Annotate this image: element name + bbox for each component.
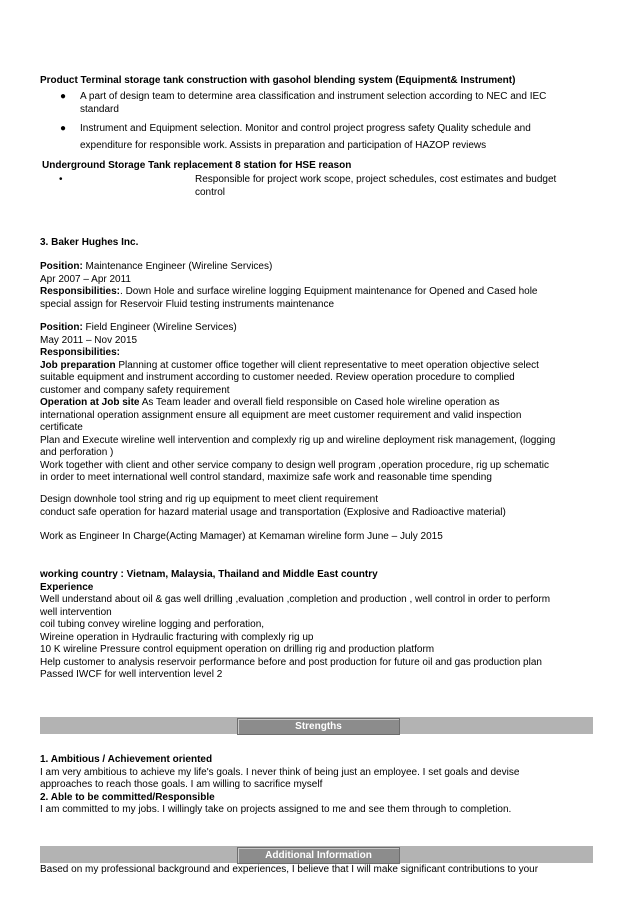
working-block (40, 569, 600, 682)
text-line (40, 397, 600, 410)
text-line: special assign for Reservoir Fluid testing instruments maintenance (40, 298, 335, 310)
project-title: Product Terminal storage tank construction with gasohol blending system (Equipment& Instrument) (40, 75, 516, 86)
role-block (40, 261, 600, 311)
position-line (40, 322, 600, 335)
bullet-icon: • (59, 174, 63, 185)
text-line: Design downhole tool string and rig up equipment to meet client requirement (40, 494, 378, 505)
text-line: Passed IWCF for well intervention level 2 (40, 669, 223, 680)
text-line: Wireine operation in Hydraulic fracturing with complexly rig up (40, 631, 314, 643)
company-heading: 3. Baker Hughes Inc. (40, 237, 139, 248)
job-site-label: Operation at Job site (40, 397, 140, 408)
project-title: Underground Storage Tank replacement 8 station for HSE reason (42, 160, 352, 171)
position-title: Maintenance Engineer (Wireline Services) (82, 261, 273, 272)
resp-label: Responsibilities: (40, 347, 121, 358)
text-line: in order to meet international well control standard, maximize safe work and reasonable time spending (40, 472, 492, 483)
text-line: I am committed to my jobs. I willingly take on projects assigned to me and see them through to completion. (40, 804, 512, 815)
text-line: As Team leader and overall field responsible on Cased hole wireline operation as (139, 397, 500, 408)
role-block (40, 322, 600, 485)
bullet-icon: ● (60, 123, 67, 134)
text-line: Planning at customer office together will client representative to meet operation objective select (115, 359, 539, 371)
list-item (59, 174, 602, 199)
text-line: Well understand about oil & gas well drilling ,evaluation ,completion and production , well control in order to perform (40, 594, 551, 605)
position-title: Field Engineer (Wireline Services) (82, 322, 237, 333)
text-line: Help customer to analysis reservoir performance before and post production for future oil and gas production plan (40, 656, 542, 668)
list-item (62, 91, 602, 116)
text-line: A part of design team to determine area classification and instrument selection according to NEC and IEC (80, 91, 547, 102)
text-line: control (195, 186, 226, 198)
text-line: and perforation ) (40, 447, 114, 458)
resp-label: Responsibilities: (40, 286, 121, 297)
section-bar-strengths (40, 717, 593, 734)
text-line: Work together with client and other service company to design well program ,operation procedure, rig up schematic (40, 459, 549, 471)
strength-title: 2. Able to be committed/Responsible (40, 791, 215, 803)
paragraph (40, 494, 600, 519)
text-line: well intervention (40, 606, 112, 618)
position-line (40, 261, 600, 274)
section-title: Strengths (237, 718, 400, 735)
text-line: Work as Engineer In Charge(Acting Mamager) at Kemaman wireline form June – July 2015 (40, 531, 443, 542)
text-line: I am very ambitious to achieve my life's goals. I never think of being just an employee. I set goals and devise (40, 766, 520, 778)
text-line: suitable equipment and instrument according to customer needed. Review operation procedure to complied (40, 372, 515, 383)
date-range: Apr 2007 – Apr 2011 (40, 273, 131, 285)
text-line: Based on my professional background and experiences, I believe that I will make significant contributions to your (40, 864, 539, 875)
text-line: coil tubing convey wireline logging and perforation, (40, 619, 265, 630)
experience-label: Experience (40, 581, 94, 593)
section-bar-additional (40, 846, 593, 863)
working-heading: working country : Vietnam, Malaysia, Thailand and Middle East country (40, 569, 378, 580)
text-line: expenditure for responsible work. Assists in preparation and participation of HAZOP reviews (80, 140, 487, 151)
strength-title: 1. Ambitious / Achievement oriented (40, 754, 213, 765)
position-label: Position: (40, 261, 83, 272)
text-line: customer and company safety requirement (40, 384, 230, 396)
text-line: Responsible for project work scope, project schedules, cost estimates and budget (195, 174, 557, 185)
job-prep-label: Job preparation (40, 359, 116, 371)
bullet-icon: ● (60, 91, 67, 102)
list-item-text (80, 120, 602, 154)
text-line: Instrument and Equipment selection. Monitor and control project progress safety Quality schedule and (80, 123, 531, 134)
strengths-block (40, 754, 600, 817)
list-item (62, 120, 602, 154)
list-item-text (80, 91, 602, 116)
list-item-text (195, 174, 602, 199)
text-line (40, 360, 600, 373)
text-line: . Down Hole and surface wireline logging Equipment maintenance for Opened and Cased hole (120, 286, 538, 297)
text-line: standard (80, 103, 119, 115)
text-line: certificate (40, 422, 83, 433)
text-line: conduct safe operation for hazard material usage and transportation (Explosive and Radioactive material) (40, 506, 506, 518)
resp-line (40, 286, 600, 299)
date-range: May 2011 – Nov 2015 (40, 334, 138, 346)
text-line: international operation assignment ensure all equipment are meet customer requirement and valid inspection (40, 409, 522, 421)
text-line: approaches to reach those goals. I am willing to sacrifice myself (40, 779, 323, 790)
text-line: 10 K wireline Pressure control equipment operation on drilling rig and production platform (40, 644, 435, 655)
position-label: Position: (40, 322, 83, 333)
text-line: Plan and Execute wireline well intervention and complexly rig up and wireline deployment risk management, (logging (40, 434, 556, 446)
section-title: Additional Information (237, 847, 400, 864)
